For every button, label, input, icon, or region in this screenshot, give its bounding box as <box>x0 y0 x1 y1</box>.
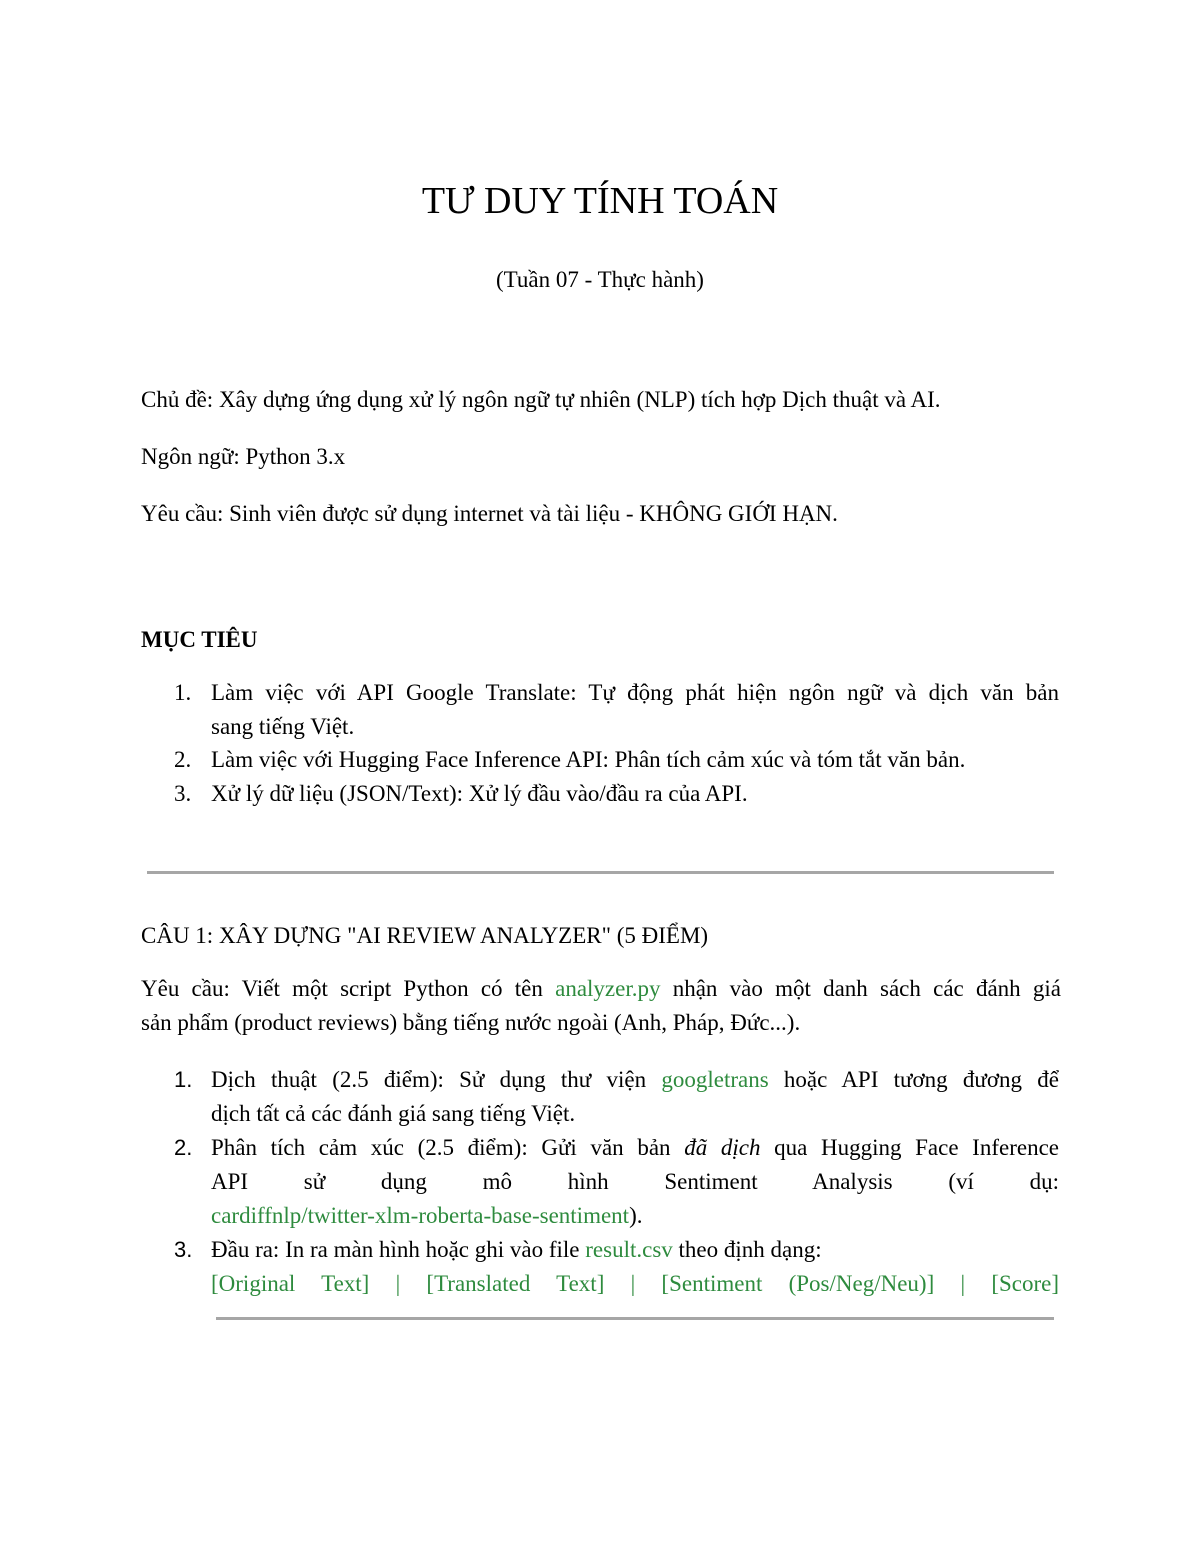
objectives-heading: MỤC TIÊU <box>141 627 258 652</box>
list-number: 1. <box>174 1067 193 1092</box>
objective-text: Làm việc với Hugging Face Inference API: Phân tích cảm xúc và tóm tắt văn bản. <box>211 747 966 772</box>
library-googletrans: googletrans <box>661 1067 769 1092</box>
objective-text: Xử lý dữ liệu (JSON/Text): Xử lý đầu vào/đầu ra của API. <box>211 781 748 806</box>
objective-text: Làm việc với API Google Translate: Tự động phát hiện ngôn ngữ và dịch văn bản <box>211 680 1059 705</box>
list-number: 3. <box>174 1237 193 1262</box>
section-divider-bottom <box>216 1317 1054 1320</box>
page-title: TƯ DUY TÍNH TOÁN <box>421 180 779 222</box>
question1-heading: CÂU 1: XÂY DỰNG "AI REVIEW ANALYZER" (5 ĐIỂM) <box>141 923 709 948</box>
output-format: [Original Text] | [Translated Text] | [Sentiment (Pos/Neg/Neu)] | [Score] <box>211 1271 1059 1296</box>
page-subtitle: (Tuần 07 - Thực hành) <box>496 267 704 292</box>
list-number: 1. <box>174 680 192 705</box>
list-number: 3. <box>174 781 192 806</box>
question1-requirement: Yêu cầu: Viết một script Python có tên analyzer.py nhận vào một danh sách các đánh giá sản phẩm (product reviews) bằng tiếng nước ngoài (Anh, Pháp, Đức...). <box>141 976 1061 1035</box>
topic-line: Chủ đề: Xây dựng ứng dụng xử lý ngôn ngữ tự nhiên (NLP) tích hợp Dịch thuật và AI. <box>141 387 941 412</box>
emphasis-translated: đã dịch <box>684 1135 761 1160</box>
filename-analyzer: analyzer.py <box>555 976 661 1001</box>
list-number: 2. <box>174 1135 193 1160</box>
requirement-line: Yêu cầu: Sinh viên được sử dụng internet và tài liệu - KHÔNG GIỚI HẠN. <box>141 501 838 526</box>
objective-text-cont: sang tiếng Việt. <box>211 714 355 739</box>
document-page: TƯ DUY TÍNH TOÁN (Tuần 07 - Thực hành) Chủ đề: Xây dựng ứng dụng xử lý ngôn ngữ tự nhiên (NLP) tích hợp Dịch thuật và AI. Ngôn ngữ: Python 3.x Yêu cầu: Sinh viên được sử dụng internet và tài liệu - KHÔNG GIỚI HẠN. MỤC TIÊU 1. Làm việc với API Google Translate: Tự động phát hiện ngôn ngữ và dịch văn bản sang tiếng Việt. 2. Làm việc với Hugging Face Inference API: Phân tích cảm xúc và tóm tắt văn bản. 3. Xử lý dữ liệu (JSON/Text): Xử lý đầu vào/đầu ra của API. CÂU 1: XÂY DỰNG "AI REVIEW ANALYZER" (5 ĐIỂM) Yêu cầu: Viết một script Python có tên analyzer.py nhận vào một danh sách các đánh giá sản phẩm (product reviews) bằng tiếng nước ngoài (Anh, Pháp, Đức...). 1. Dịch thuật (2.5 điểm): Sử dụng thư viện googletrans hoặc API tương đương để dịch tất cả các đánh giá sang tiếng Việt. 2. Phân tích cảm xúc (2.5 điểm): Gửi văn bản đã dịch qua Hugging Face Inference API sử dụng mô hình Sentiment Analysis (ví dụ: cardiffnlp/twitter-xlm-roberta-base-sentiment). 3. Đầu ra: In ra màn hình hoặc ghi vào file result.csv theo định dạng: [Original Text] | [Translated Text] | [Sentiment (Pos/Neg/Neu)] | [Score] <box>0 0 1200 1553</box>
list-number: 2. <box>174 747 192 772</box>
language-line: Ngôn ngữ: Python 3.x <box>141 444 346 469</box>
section-divider <box>147 871 1054 874</box>
model-name: cardiffnlp/twitter-xlm-roberta-base-sentiment <box>211 1203 630 1228</box>
filename-result: result.csv <box>585 1237 673 1262</box>
